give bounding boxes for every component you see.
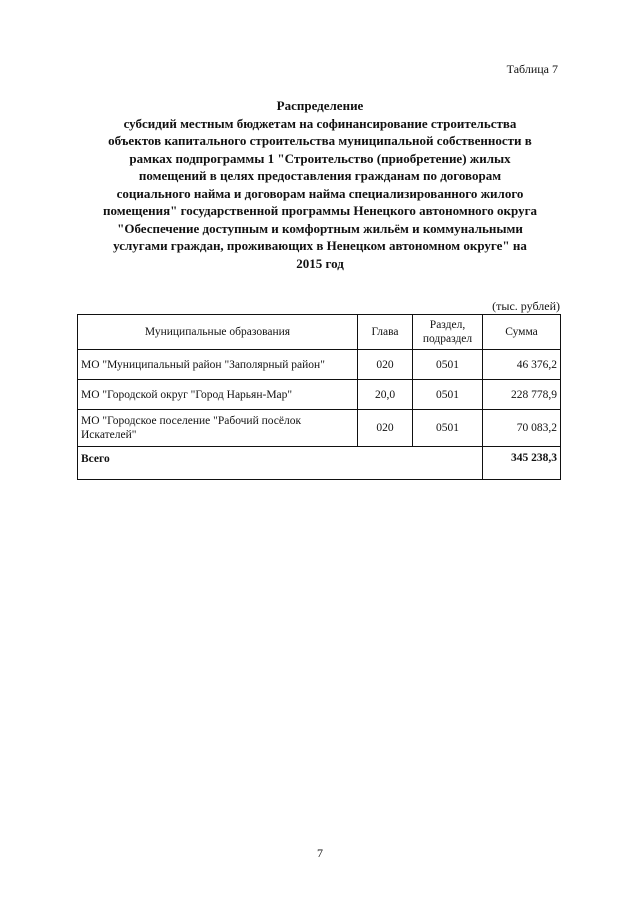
table-row (78, 350, 561, 380)
cell-chapter: 20,0 (358, 380, 413, 410)
title-line: рамках подпрограммы 1 "Строительство (приобретение) жилых (129, 150, 511, 166)
cell-section: 0501 (413, 410, 483, 447)
header-chapter: Глава (358, 315, 413, 350)
title-line: услугами граждан, проживающих в Ненецком автономном округе" на (113, 238, 527, 253)
header-sum: Сумма (483, 315, 561, 350)
cell-sum: 228 778,9 (483, 380, 561, 410)
title-line: помещения" государственной программы Ненецкого автономного округа (103, 203, 537, 218)
title-line: субсидий местным бюджетам на софинансирование строительства (123, 115, 517, 131)
table-row (78, 410, 561, 447)
cell-section: 0501 (413, 380, 483, 410)
table-header-row (78, 315, 561, 350)
cell-sum: 46 376,2 (483, 350, 561, 380)
subsidy-table (77, 314, 561, 480)
header-section: Раздел, подраздел (413, 315, 483, 350)
total-sum: 345 238,3 (483, 447, 561, 480)
title-line: социального найма и договорам найма специализированного жилого (116, 185, 524, 201)
table-number: Таблица 7 (506, 62, 558, 76)
title-line: объектов капитального строительства муниципальной собственности в (108, 133, 532, 148)
title-line: помещений в целях предоставления гражданам по договорам (138, 168, 502, 183)
units-label: (тыс. рублей) (492, 299, 560, 313)
page-number: 7 (317, 846, 323, 860)
cell-name: МО "Городское поселение "Рабочий посёлок Искателей" (78, 410, 358, 447)
header-name: Муниципальные образования (78, 315, 358, 350)
cell-sum: 70 083,2 (483, 410, 561, 447)
title-line: "Обеспечение доступным и комфортным жильём и коммунальными (117, 220, 523, 236)
title-line: 2015 год (296, 255, 344, 271)
table-row (78, 380, 561, 410)
cell-chapter: 020 (358, 350, 413, 380)
total-label: Всего (78, 447, 483, 480)
title-line: Распределение (276, 98, 364, 113)
total-row (78, 447, 561, 480)
cell-name: МО "Городской округ "Город Нарьян-Мар" (78, 380, 358, 410)
document-title (70, 97, 570, 272)
cell-name: МО "Муниципальный район "Заполярный район" (78, 350, 358, 380)
cell-chapter: 020 (358, 410, 413, 447)
cell-section: 0501 (413, 350, 483, 380)
